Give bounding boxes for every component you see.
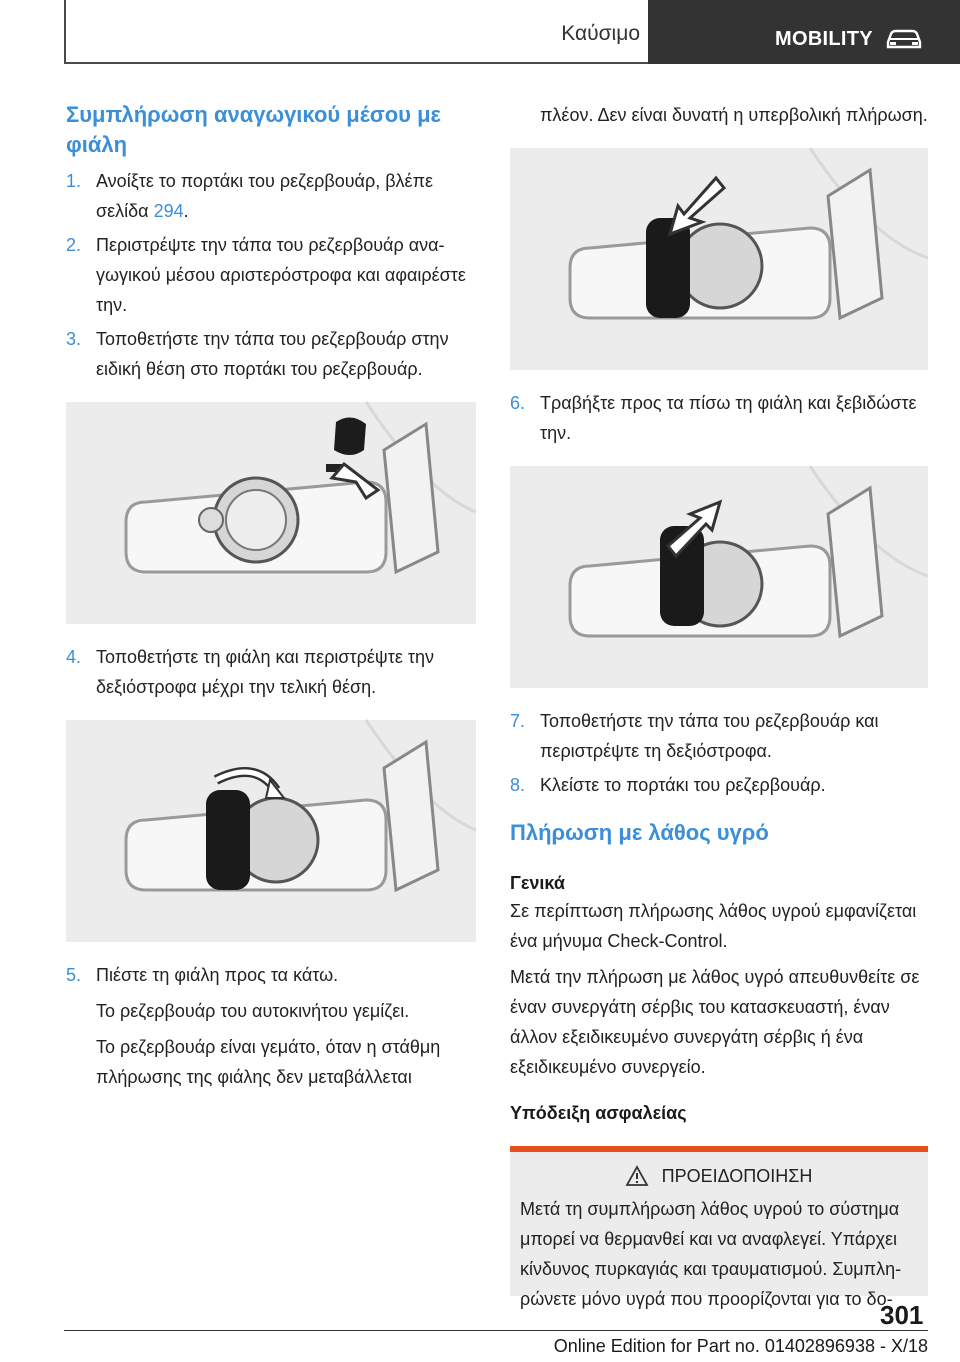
list-item	[510, 388, 928, 448]
section-heading: Συμπλήρωση αναγωγικού μέσου με φιάλη	[66, 102, 441, 157]
list-item	[66, 166, 476, 226]
warning-content	[510, 1152, 928, 1309]
warning-title: ΠΡΟΕΙΔΟΠΟΙΗΣΗ	[661, 1166, 813, 1186]
page-number: 301	[880, 1300, 924, 1330]
step-number: 7.	[510, 711, 526, 731]
list-item	[66, 960, 476, 990]
warning-triangle-icon	[626, 1166, 648, 1186]
step-number: 8.	[510, 775, 526, 795]
step-number: 5.	[66, 965, 82, 985]
footer-edition: Online Edition for Part no. 01402896938 - X/18	[553, 1336, 928, 1356]
header-divider	[64, 0, 66, 64]
section-heading-wrong-fluid: Πλήρωση με λάθος υγρό	[510, 820, 769, 845]
footer-divider	[64, 1330, 928, 1331]
figure-bottle-rotate	[66, 720, 476, 942]
step-text: Κλείστε το πορτάκι του ρεζερβουάρ.	[540, 775, 826, 795]
list-item	[510, 706, 928, 766]
header-section-title: Καύσιμο	[561, 22, 640, 45]
step-text-part: Ανοίξτε το πορτάκι του ρεζερβουάρ, βλέπε σελίδα	[96, 171, 434, 221]
step-text	[96, 166, 476, 226]
step-text: Τοποθετήστε την τάπα του ρεζερβουάρ στην ειδική θέση στο πορτάκι του ρεζερβουάρ.	[96, 329, 449, 379]
step-number: 6.	[510, 393, 526, 413]
step-text: Περιστρέψτε την τάπα του ρεζερβουάρ αναγωγικού μέσου αριστερόστροφα και αφαιρέστε την.	[96, 235, 466, 315]
subheading-safety: Υπόδειξη ασφαλείας	[510, 1103, 687, 1123]
figure-bottle-pull	[510, 466, 928, 688]
step-number: 4.	[66, 647, 82, 667]
step-text: Τραβήξτε προς τα πίσω τη φιάλη και ξεβιδώστε την.	[540, 393, 917, 443]
step-text: Τοποθετήστε την τάπα του ρεζερβουάρ και περιστρέψτε τη δεξιόστροφα.	[540, 711, 879, 761]
list-item	[66, 230, 476, 320]
warning-heading	[520, 1162, 918, 1190]
header-underline	[64, 62, 648, 64]
warning-text: Μετά τη συμπλήρωση λάθος υγρού το σύστημα μπορεί να θερμανθεί και να αναφλεγεί. Υπάρχει κίνδυνος πυρκαγιάς και τραυματισμού. Συμπληρώνετε μόνο υγρά που προορίζονται για το δο-	[520, 1199, 902, 1309]
list-item	[510, 770, 928, 800]
page-link[interactable]: 294	[153, 201, 184, 221]
warning-box	[510, 1146, 928, 1309]
paragraph: πλέον. Δεν είναι δυνατή η υπερβολική πλήρωση.	[540, 105, 928, 125]
list-item	[66, 324, 476, 384]
list-item	[66, 642, 476, 702]
step-number: 1.	[66, 171, 82, 191]
paragraph: Μετά την πλήρωση με λάθος υγρό απευθυνθείτε σε έναν συνεργάτη σέρβις του κατασκευαστή, έναν άλλον εξειδικευμένο συνεργάτη σέρβις ή ένα εξειδικευμένο συνεργείο.	[510, 967, 920, 1077]
subheading-general: Γενικά	[510, 873, 565, 893]
paragraph: Το ρεζερβουάρ είναι γεμάτο, όταν η στάθμη πλήρωσης της φιάλης δεν μεταβάλλεται	[96, 1037, 441, 1087]
step-text-part: .	[183, 201, 189, 221]
car-icon	[884, 28, 924, 50]
figure-cap-in-holder	[66, 402, 476, 624]
step-text: Τοποθετήστε τη φιάλη και περιστρέψτε την δεξιόστροφα μέχρι την τελική θέση.	[96, 647, 435, 697]
paragraph: Σε περίπτωση πλήρωσης λάθος υγρού εμφανίζεται ένα μήνυμα Check-Control.	[510, 901, 917, 951]
paragraph: Το ρεζερβουάρ του αυτοκινήτου γεμίζει.	[96, 1001, 410, 1021]
step-text: Πιέστε τη φιάλη προς τα κάτω.	[96, 965, 339, 985]
figure-bottle-press	[510, 148, 928, 370]
left-column	[66, 100, 476, 1092]
header-brand-label: MOBILITY	[775, 28, 873, 50]
right-column	[510, 100, 928, 1309]
step-number: 3.	[66, 329, 82, 349]
step-number: 2.	[66, 235, 82, 255]
